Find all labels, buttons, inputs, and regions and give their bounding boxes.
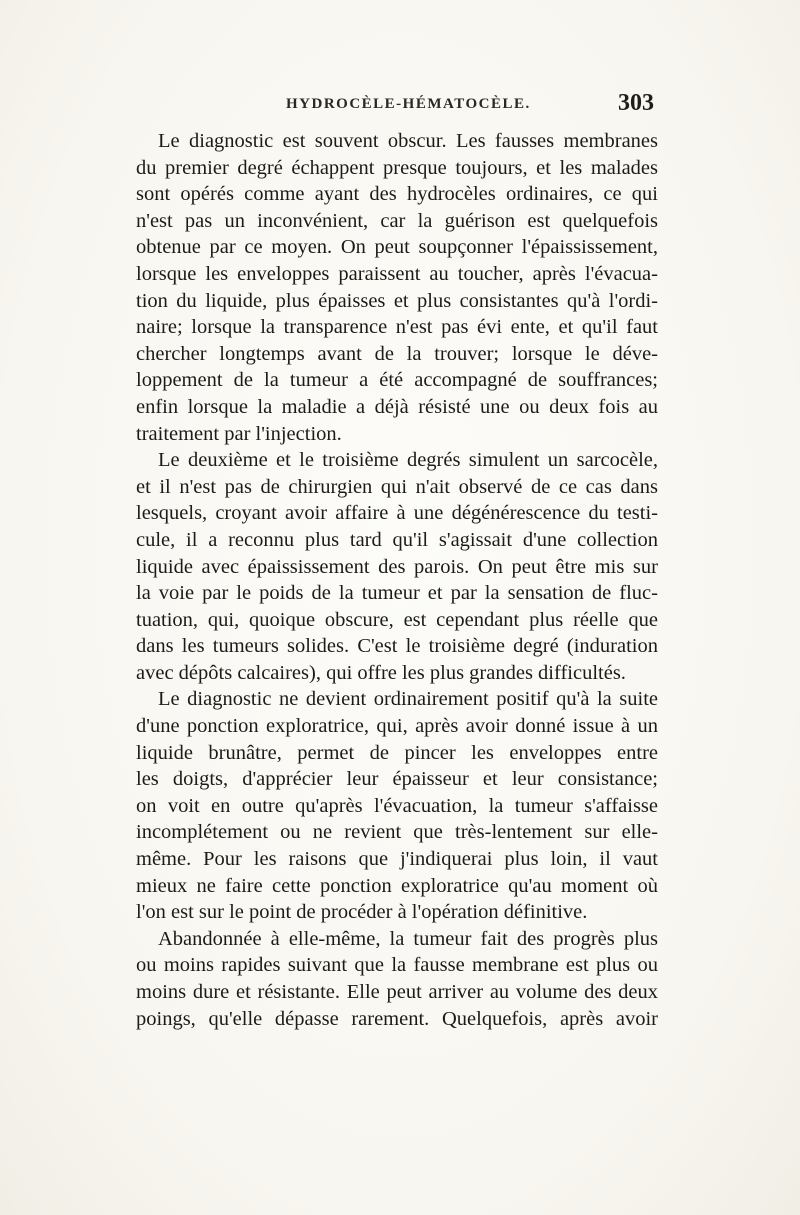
text-line: moins dure et résistante. Elle peut arriver au volume des deux bbox=[136, 981, 658, 1003]
text-line: traitement par l'injection. bbox=[136, 422, 342, 445]
text-line: chercher longtemps avant de la trouver; lorsque le déve- bbox=[136, 342, 658, 365]
text-line: tion du liquide, plus épaisses et plus consistantes qu'à l'ordi- bbox=[136, 289, 658, 312]
text-line: avec dépôts calcaires), qui offre les plus grandes difficultés. bbox=[136, 661, 626, 684]
text-line: mieux ne faire cette ponction exploratrice qu'au moment où bbox=[136, 874, 658, 897]
text-line: liquide brunâtre, permet de pincer les enveloppes entre bbox=[136, 741, 658, 764]
text-line: naire; lorsque la transparence n'est pas évi ente, et qu'il faut bbox=[136, 316, 658, 339]
text-line: obtenue par ce moyen. On peut soupçonner l'épaississement, bbox=[136, 236, 658, 259]
text-line: tuation, qui, quoique obscure, est cependant plus réelle que bbox=[136, 608, 658, 631]
paragraph-2 bbox=[136, 447, 658, 686]
page-header bbox=[136, 92, 656, 124]
text-line: dans les tumeurs solides. C'est le troisième degré (induration bbox=[136, 635, 658, 658]
text-line: du premier degré échappent presque toujours, et les malades bbox=[136, 156, 658, 179]
paragraph-1 bbox=[136, 128, 658, 447]
text-line: lesquels, croyant avoir affaire à une dégénérescence du testi- bbox=[136, 502, 658, 525]
text-line: Le diagnostic est souvent obscur. Les fausses membranes bbox=[158, 130, 658, 152]
text-line: et il n'est pas de chirurgien qui n'ait observé de ce cas dans bbox=[136, 475, 658, 498]
page-number: 303 bbox=[618, 90, 654, 116]
text-line: d'une ponction exploratrice, qui, après avoir donné issue à un bbox=[136, 715, 658, 738]
text-line: liquide avec épaississement des parois. On peut être mis sur bbox=[136, 555, 658, 578]
text-line: incomplétement ou ne revient que très-lentement sur elle- bbox=[136, 821, 658, 844]
text-line: l'on est sur le point de procéder à l'opération définitive. bbox=[136, 901, 588, 924]
body-text bbox=[136, 128, 658, 1032]
text-line: Le deuxième et le troisième degrés simulent un sarcocèle, bbox=[158, 449, 658, 472]
text-line: Le diagnostic ne devient ordinairement positif qu'à la suite bbox=[158, 688, 658, 711]
running-head: HYDROCÈLE-HÉMATOCÈLE. bbox=[286, 96, 531, 112]
text-line: même. Pour les raisons que j'indiquerai plus loin, il vaut bbox=[136, 848, 658, 871]
text-line: la voie par le poids de la tumeur et par la sensation de fluc- bbox=[136, 582, 658, 605]
text-line: lorsque les enveloppes paraissent au toucher, après l'évacua- bbox=[136, 262, 658, 285]
text-line: n'est pas un inconvénient, car la guérison est quelquefois bbox=[136, 209, 658, 232]
paragraph-4 bbox=[136, 926, 658, 1032]
text-line: enfin lorsque la maladie a déjà résisté une ou deux fois au bbox=[136, 395, 658, 418]
text-line: cule, il a reconnu plus tard qu'il s'agissait d'une collection bbox=[136, 528, 658, 551]
text-line: on voit en outre qu'après l'évacuation, la tumeur s'affaisse bbox=[136, 794, 658, 817]
text-line: ou moins rapides suivant que la fausse membrane est plus ou bbox=[136, 954, 658, 977]
text-line: les doigts, d'apprécier leur épaisseur et leur consistance; bbox=[136, 768, 658, 791]
text-line: poings, qu'elle dépasse rarement. Quelquefois, après avoir bbox=[136, 1007, 658, 1030]
text-line: Abandonnée à elle-même, la tumeur fait des progrès plus bbox=[158, 927, 658, 950]
text-line: loppement de la tumeur a été accompagné de souffrances; bbox=[136, 369, 658, 392]
paragraph-3 bbox=[136, 686, 658, 925]
text-line: sont opérés comme ayant des hydrocèles ordinaires, ce qui bbox=[136, 183, 658, 206]
